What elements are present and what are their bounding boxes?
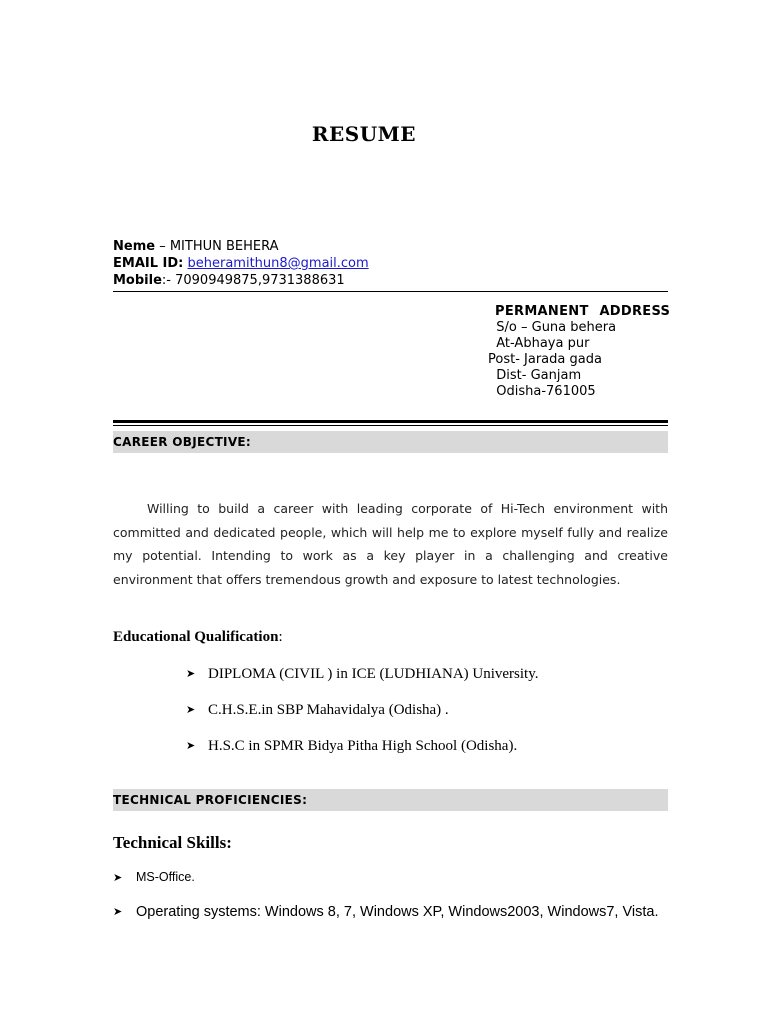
address-heading: PERMANENT ADDRESS [495, 304, 671, 319]
permanent-address [488, 304, 670, 400]
education-heading-colon: : [278, 629, 283, 645]
name-value: MITHUN BEHERA [169, 239, 279, 254]
email-label: EMAIL ID: [113, 256, 184, 271]
mobile-line [113, 272, 369, 289]
email-link[interactable]: beheramithun8@gmail.com [187, 256, 369, 271]
address-line: At-Abhaya pur [488, 336, 590, 351]
list-item [186, 735, 539, 771]
education-heading [113, 629, 283, 646]
name-line [113, 238, 369, 255]
name-label: Neme [113, 239, 156, 254]
arrow-bullet-icon: ➤ [113, 872, 123, 884]
education-item-text: H.S.C in SPMR Bidya Pitha High School (Odisha). [208, 738, 518, 754]
education-item-text: C.H.S.E.in SBP Mahavidalya (Odisha) . [208, 702, 449, 718]
education-heading-label: Educational Qualification [113, 629, 279, 645]
career-objective-heading: CAREER OBJECTIVE: [113, 431, 668, 453]
address-line: Odisha-761005 [488, 384, 596, 399]
objective-paragraph: Willing to build a career with leading corporate of Hi-Tech environment with committed and dedicated people, which will help me to explore myself fully and realize my potential. Intending to work as a key player in a challenging and creative environment that offers tremendous growth and exposure to latest technologies. [113, 501, 668, 587]
list-item [186, 699, 539, 735]
resume-title: RESUME [311, 122, 417, 146]
address-line: Dist- Ganjam [488, 368, 582, 383]
name-separator: – [155, 239, 170, 254]
arrow-bullet-icon: ➤ [186, 704, 196, 716]
email-line [113, 255, 369, 272]
list-item [186, 663, 539, 699]
list-item [113, 870, 195, 887]
career-objective-text [113, 497, 668, 591]
divider-line [113, 291, 668, 292]
address-line: Post- Jarada gada [488, 352, 602, 367]
technical-skills-heading: Technical Skills: [113, 833, 232, 852]
address-line: S/o – Guna behera [488, 320, 617, 335]
thick-divider [113, 420, 668, 423]
arrow-bullet-icon: ➤ [186, 740, 196, 752]
thin-divider [113, 425, 668, 426]
arrow-bullet-icon: ➤ [186, 668, 196, 680]
mobile-value: :- 7090949875,9731388631 [161, 273, 345, 288]
skill-text: MS-Office. [136, 870, 195, 884]
technical-proficiencies-heading: TECHNICAL PROFICIENCIES: [113, 789, 668, 811]
education-item-text: DIPLOMA (CIVIL ) in ICE (LUDHIANA) University. [208, 666, 539, 682]
list-item [113, 904, 668, 921]
arrow-bullet-icon: ➤ [113, 906, 123, 918]
mobile-label: Mobile [113, 273, 162, 288]
contact-block [113, 238, 369, 289]
education-list [186, 663, 539, 771]
skill-text: Operating systems: Windows 8, 7, Windows XP, Windows2003, Windows7, Vista. [136, 904, 659, 920]
